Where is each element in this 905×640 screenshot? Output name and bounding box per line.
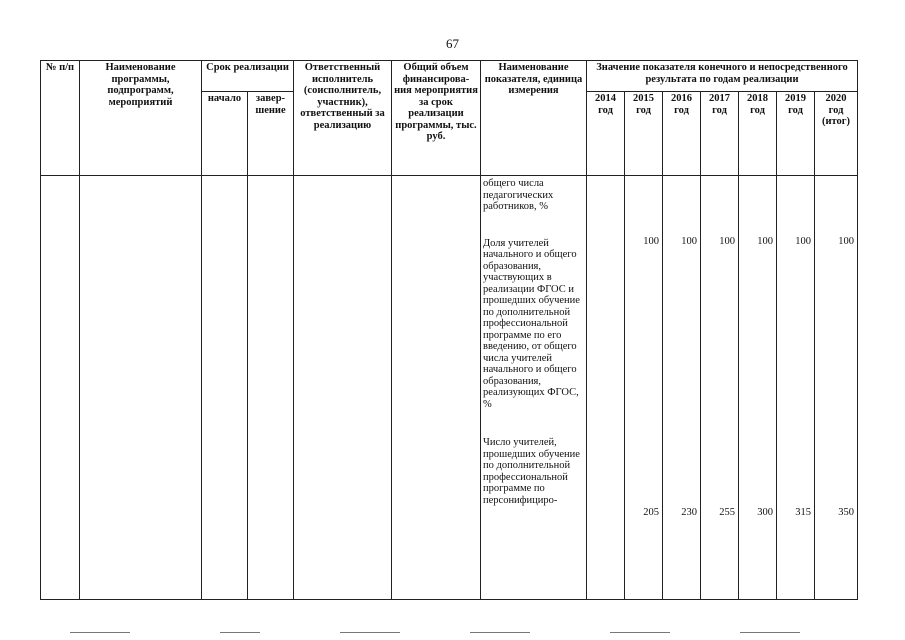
cell-executor (294, 176, 392, 600)
header-year: 2017 год (701, 92, 739, 176)
table-row (41, 176, 858, 600)
header-funding: Общий объем финансирова-ния мероприятия за срок реализации программы, тыс. руб. (392, 61, 481, 176)
header-indicator: Наименование показателя, единица измерения (481, 61, 587, 176)
header-num: № п/п (41, 61, 80, 176)
cell-year-2017 (701, 176, 739, 600)
header-values: Значение показателя конечного и непосредственного результата по годам реализации (587, 61, 858, 92)
cell-year-2015 (625, 176, 663, 600)
header-row-1 (41, 61, 858, 92)
cell-indicator (481, 176, 587, 600)
value: 100 (681, 236, 697, 247)
header-end: завер-шение (248, 92, 294, 176)
value: 350 (838, 506, 854, 518)
value: 205 (643, 506, 659, 518)
header-period: Срок реализации (202, 61, 294, 92)
header-year: 2020 год (итог) (815, 92, 858, 176)
scan-artifact-line (470, 632, 530, 633)
value: 100 (795, 236, 811, 247)
cell-year-2018 (739, 176, 777, 600)
cell-program (80, 176, 202, 600)
cell-year-2016 (663, 176, 701, 600)
scan-artifact-line (220, 632, 260, 633)
scan-artifact-line (70, 632, 130, 633)
value: 230 (681, 506, 697, 518)
cell-end (248, 176, 294, 600)
header-start: начало (202, 92, 248, 176)
cell-num (41, 176, 80, 600)
cell-start (202, 176, 248, 600)
value: 255 (719, 506, 735, 518)
cell-funding (392, 176, 481, 600)
value: 100 (838, 236, 854, 247)
header-executor: Ответственный исполнитель (соисполнитель, участник), ответственный за реализацию (294, 61, 392, 176)
indicator-name: Доля учителей начального и общего образования, участвующих в реализации ФГОС и прошедших обучение по дополнительной профессиональной программе по его введению, от общего числа учителей начального и общего образования, реализующих ФГОС, % (483, 237, 580, 410)
indicator-table (40, 60, 858, 600)
header-year: 2015 год (625, 92, 663, 176)
value: 300 (757, 506, 773, 518)
cell-year-2019 (777, 176, 815, 600)
value: 100 (719, 236, 735, 247)
cell-year-2014 (587, 176, 625, 600)
scan-artifact-line (340, 632, 400, 633)
header-program: Наименование программы, подпрограмм, мероприятий (80, 61, 202, 176)
indicator-name: Число учителей, прошедших обучение по дополнительной профессиональной программе по персонифициро- (483, 437, 580, 506)
cell-year-2020 (815, 176, 858, 600)
header-year: 2019 год (777, 92, 815, 176)
indicator-name: общего числа педагогических работников, % (483, 178, 554, 212)
scan-artifact-line (610, 632, 670, 633)
page-number: 67 (446, 36, 459, 51)
header-year: 2018 год (739, 92, 777, 176)
header-year: 2014 год (587, 92, 625, 176)
value: 315 (795, 506, 811, 518)
scan-artifact-line (740, 632, 800, 633)
value: 100 (643, 236, 659, 247)
value: 100 (757, 236, 773, 247)
header-year: 2016 год (663, 92, 701, 176)
